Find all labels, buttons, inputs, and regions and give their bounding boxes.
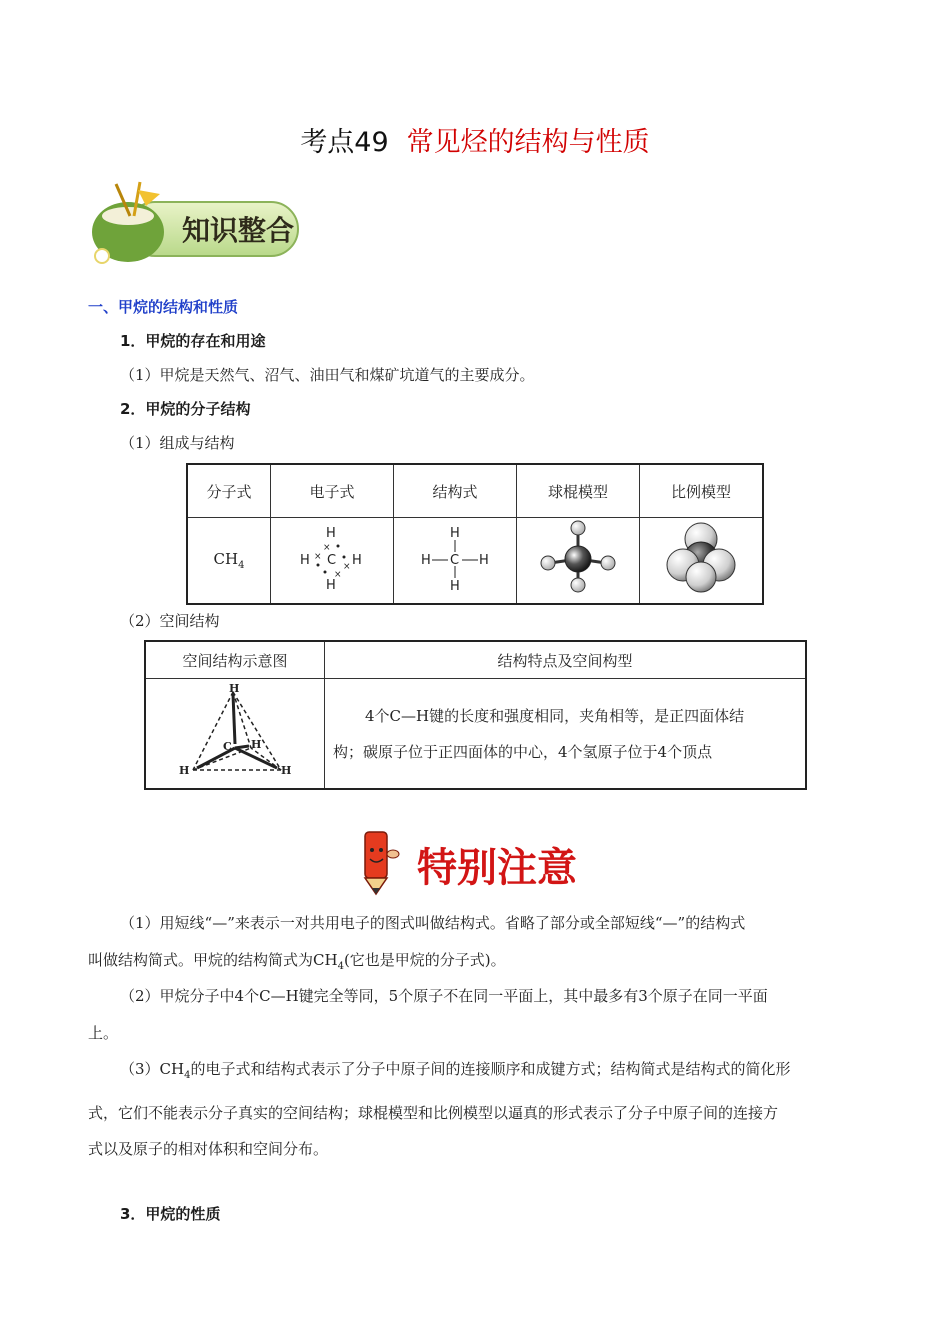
note-1 [88,905,864,985]
structural-formula-diagram [415,524,495,594]
special-note-banner [355,826,595,898]
structure-item-spatial: （2）空间结构 [120,612,220,630]
note-text: （2）甲烷分子中4个C—H键完全等同，5个原子不在同一平面上，其中最多有3个原子在同一平面 [120,987,768,1005]
structure-item-composition: （1）组成与结构 [120,434,235,452]
table-header: 比例模型 [640,464,764,518]
title-prefix: 考点49 [300,127,389,158]
subheading-existence: 1．甲烷的存在和用途 [120,332,266,350]
note-text: $(3)CH_4$的电子式和结构式表示了分子中原子间的连接顺序和成键方式；结构简式是结构式的简化形 [120,1060,791,1081]
svg-text:H: H [479,552,489,568]
svg-text:×: × [334,569,342,580]
molecular-formula: $CH_4$ [187,518,271,605]
space-filling-model-icon [661,519,741,599]
svg-text:×: × [323,542,331,553]
table-header: 分子式 [187,464,271,518]
svg-text:H: H [251,737,262,751]
page-title [0,120,950,159]
note-text: 式，它们不能表示分子真实的空间结构；球棍模型和比例模型以逼真的形式表示了分子中原子间的连接方 [88,1103,779,1122]
existence-text: （1）甲烷是天然气、沼气、油田气和煤矿坑道气的主要成分。 [120,366,535,384]
svg-text:H: H [179,763,190,777]
description-line: 构；碳原子位于正四面体的中心，4个氢原子位于4个顶点 [333,742,713,761]
note-2 [88,978,864,1051]
electron-formula-diagram [292,524,372,594]
knowledge-banner-label: 知识整合 [181,214,295,247]
note-3 [88,1051,864,1168]
svg-text:H: H [352,552,362,568]
title-main: 常见烃的结构与性质 [406,127,650,158]
table-header: 电子式 [271,464,394,518]
note-text: 叫做结构简式。甲烷的结构简式为$CH_4$(它也是甲烷的分子式)。 [88,950,506,972]
space-filling-model-cell [640,518,764,605]
special-note-label: 特别注意 [417,845,577,891]
table-header: 球棍模型 [517,464,640,518]
svg-text:H: H [450,525,460,541]
svg-text:H: H [326,577,336,593]
tetrahedron-cell [145,679,325,790]
electron-formula-cell [271,518,394,605]
subheading-properties: 3．甲烷的性质 [120,1205,221,1223]
svg-text:×: × [343,561,351,572]
pencil-icon [365,832,399,894]
svg-text:C: C [327,552,337,568]
spatial-structure-table [144,640,807,790]
svg-text:H: H [326,525,336,541]
composition-table [186,463,764,605]
knowledge-banner [88,180,303,270]
description-line: 4个C—H键的长度和强度相同，夹角相等，是正四面体结 [365,706,745,725]
svg-text:H: H [229,681,240,695]
note-text: 式以及原子的相对体积和空间分布。 [88,1140,329,1158]
svg-text:×: × [314,551,322,562]
table-header: 空间结构示意图 [145,641,325,679]
svg-text:H: H [300,552,310,568]
svg-text:H: H [421,552,431,568]
structural-formula-cell [394,518,517,605]
svg-text:C: C [450,552,460,568]
svg-text:H: H [281,763,292,777]
svg-text:H: H [450,578,460,594]
note-text: （1）用短线“—”来表示一对共用电子的图式叫做结构式。省略了部分或全部短线“—”的结构式 [120,914,746,932]
note-text: 上。 [88,1023,119,1042]
ball-stick-model-icon [538,519,618,599]
ball-stick-model-cell [517,518,640,605]
section-heading: 一、甲烷的结构和性质 [88,298,239,316]
structure-description [325,679,807,790]
svg-text:C: C [223,739,232,753]
table-header: 结构式 [394,464,517,518]
table-header: 结构特点及空间构型 [325,641,807,679]
subheading-structure: 2．甲烷的分子结构 [120,400,251,418]
tetrahedron-diagram [175,682,295,782]
